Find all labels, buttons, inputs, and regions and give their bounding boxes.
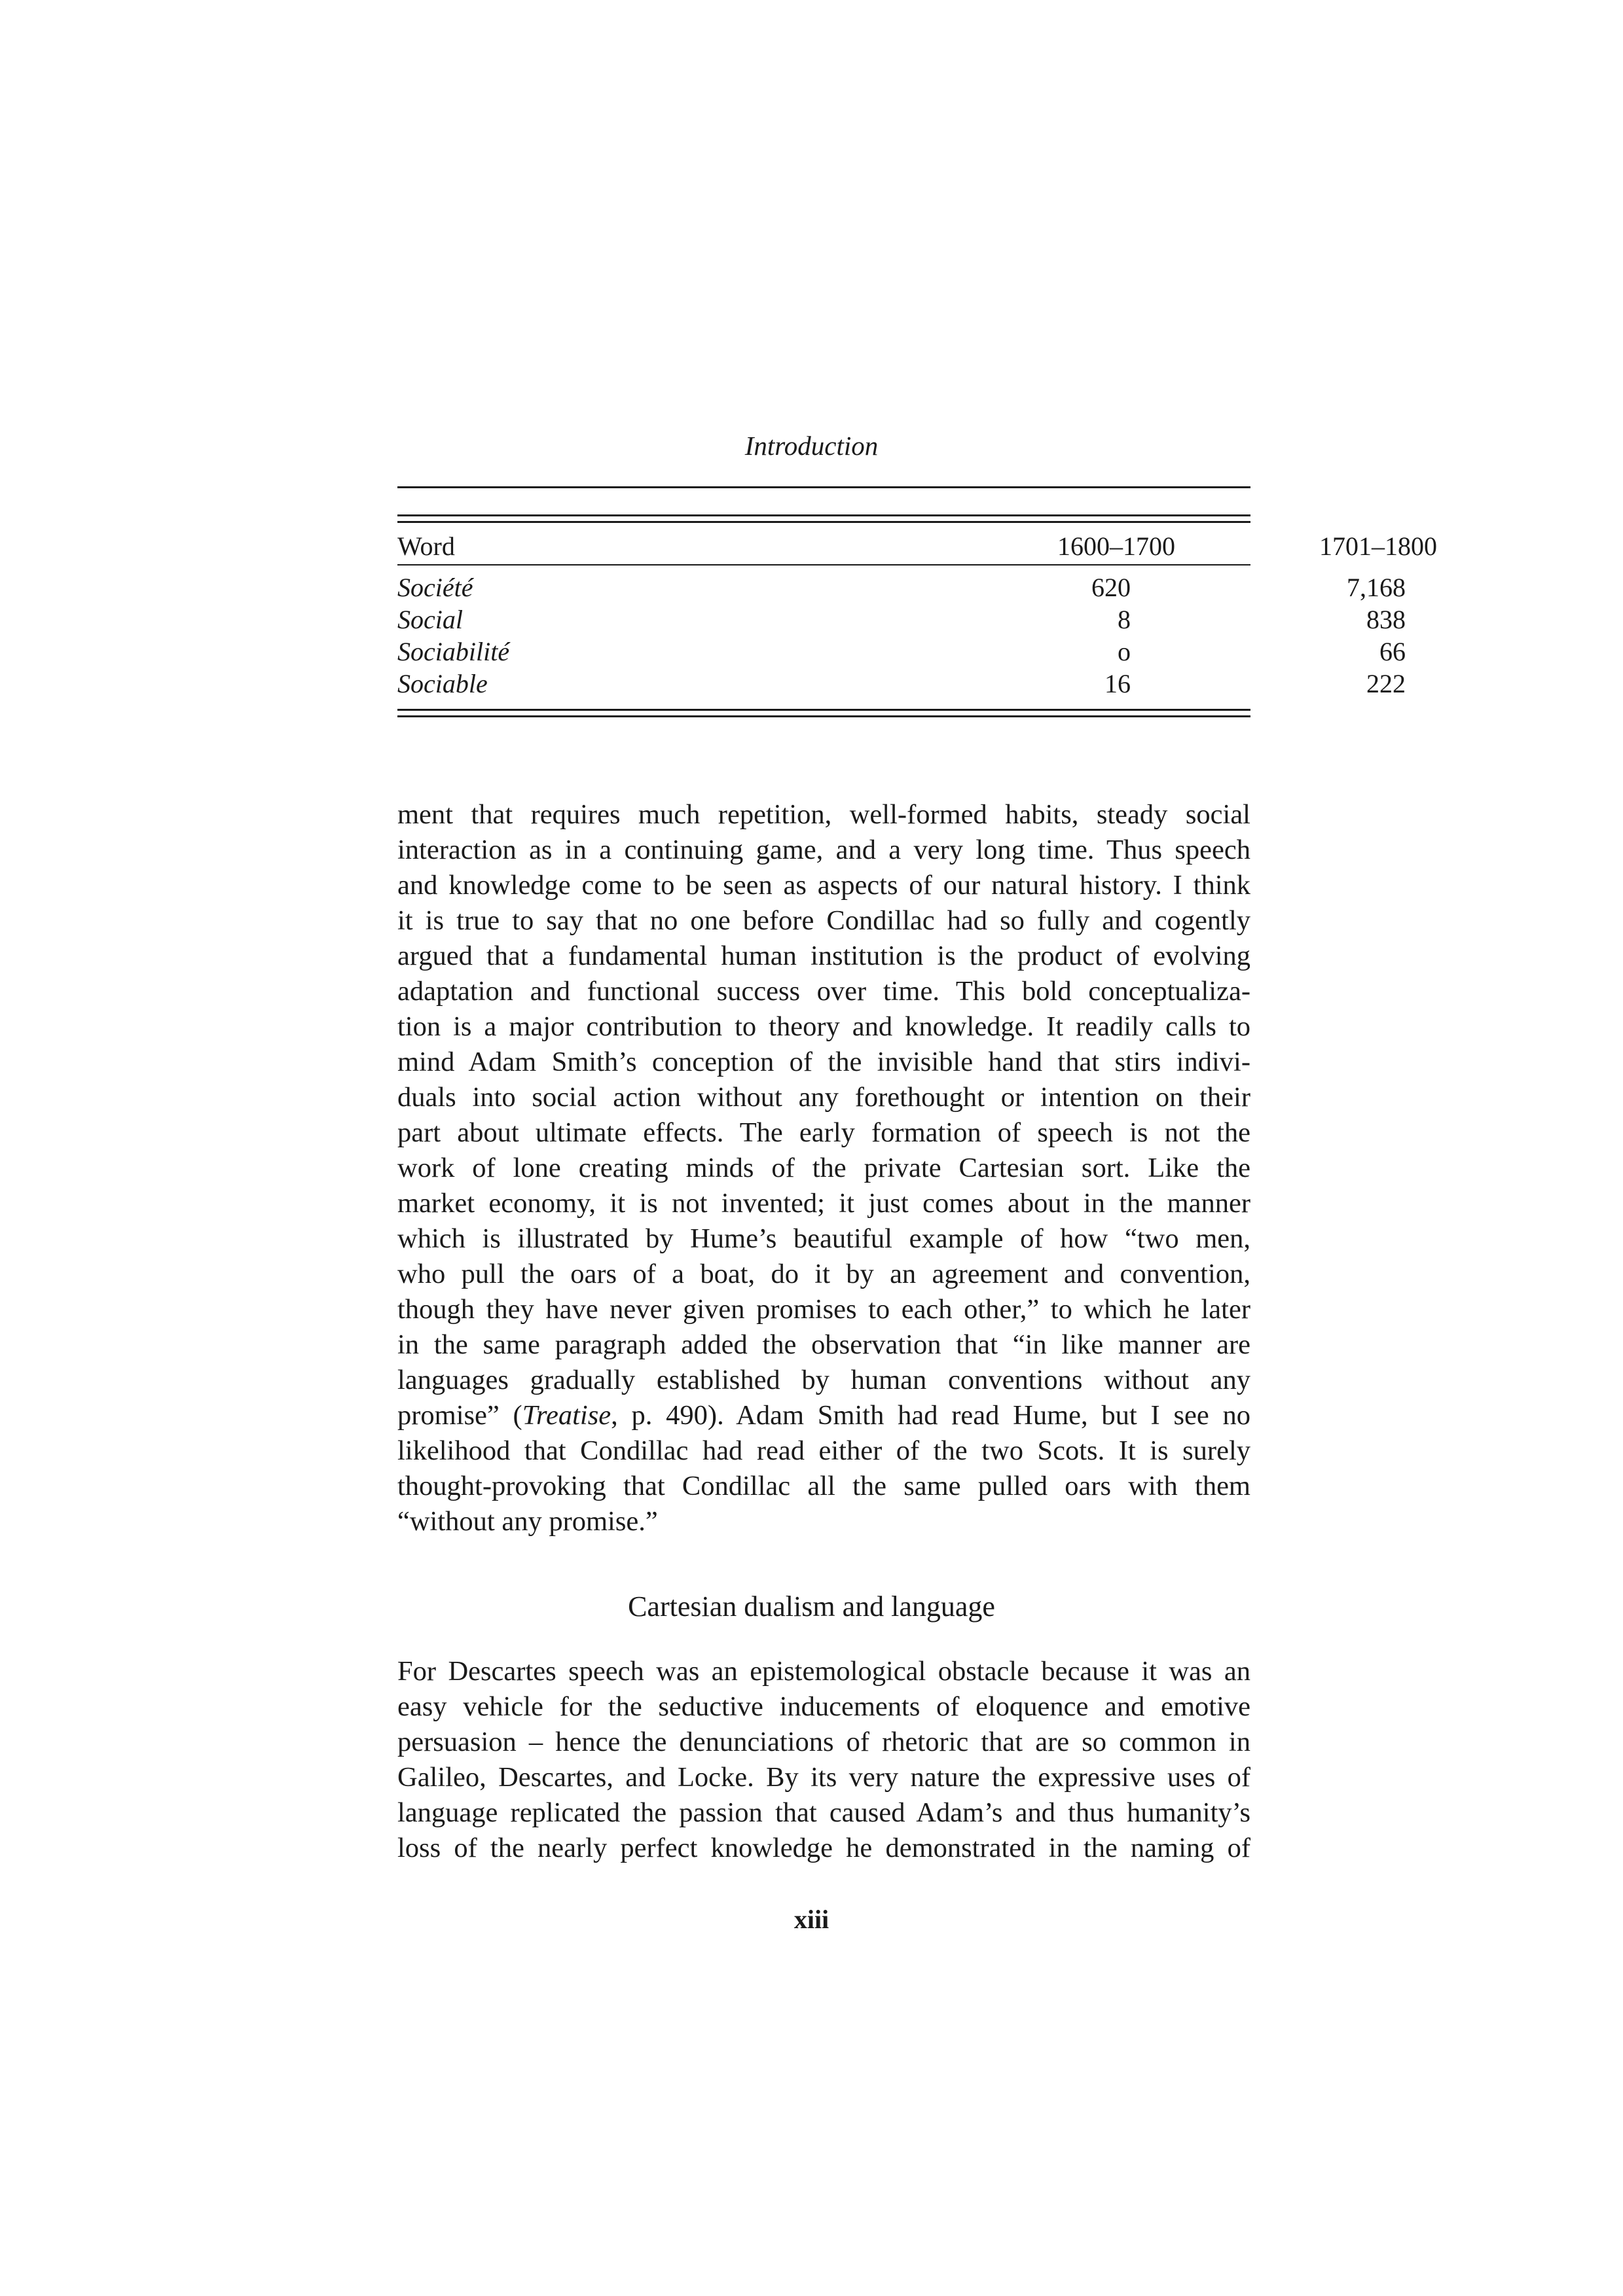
table-bottom-rule xyxy=(397,709,1250,711)
text-line: in the same paragraph added the observation that “in like manner are xyxy=(397,1329,1250,1360)
row-word: Société xyxy=(397,573,473,602)
row-word: Social xyxy=(397,605,463,634)
header-rule xyxy=(397,486,1250,488)
text-line: mind Adam Smith’s conception of the invisible hand that stirs indivi- xyxy=(397,1047,1250,1077)
row-value-1600-1700: 620 xyxy=(1091,573,1131,602)
text-line: work of lone creating minds of the private Cartesian sort. Like the xyxy=(397,1153,1250,1183)
citation-rest: , p. 490). xyxy=(611,1400,724,1431)
row-value-1701-1800: 66 xyxy=(1379,637,1406,666)
section-heading: Cartesian dualism and language xyxy=(628,1590,995,1623)
table-header-row xyxy=(397,530,1437,563)
citation-tail: Adam Smith had read Hume, but I see no xyxy=(736,1400,1250,1431)
text-line: Galileo, Descartes, and Locke. By its very nature the expressive uses of xyxy=(397,1762,1250,1793)
table-row xyxy=(397,636,1406,668)
table-row xyxy=(397,668,1406,700)
text-line: adaptation and functional success over time. This bold conceptualiza- xyxy=(397,976,1250,1007)
text-line: part about ultimate effects. The early formation of speech is not the xyxy=(397,1117,1250,1148)
row-value-1701-1800: 838 xyxy=(1366,605,1406,634)
row-value-1600-1700: 16 xyxy=(1104,669,1131,698)
running-head: Introduction xyxy=(744,431,879,461)
text-line: For Descartes speech was an epistemological obstacle because it was an xyxy=(397,1656,1250,1687)
text-line: ment that requires much repetition, well-formed habits, steady social xyxy=(397,799,1250,830)
text-line: though they have never given promises to each other,” to which he later xyxy=(397,1294,1250,1325)
text-line: tion is a major contribution to theory and knowledge. It readily calls to xyxy=(397,1011,1250,1042)
row-value-1600-1700: o xyxy=(1118,637,1131,666)
text-line: easy vehicle for the seductive inducements of eloquence and emotive xyxy=(397,1691,1250,1722)
text-line: interaction as in a continuing game, and a very long time. Thus speech xyxy=(397,834,1250,865)
text-line: loss of the nearly perfect knowledge he demonstrated in the naming of xyxy=(397,1833,1250,1863)
citation-open: promise” ( xyxy=(397,1400,522,1431)
table-top-rule-inner xyxy=(397,521,1250,523)
text-line-citation xyxy=(397,1398,1250,1433)
text-line: likelihood that Condillac had read either of the two Scots. It is surely xyxy=(397,1435,1250,1466)
row-value-1701-1800: 222 xyxy=(1366,669,1406,698)
table-row xyxy=(397,603,1406,636)
page-number: xiii xyxy=(793,1905,830,1934)
text-line: duals into social action without any forethought or intention on their xyxy=(397,1082,1250,1113)
text-line: who pull the oars of a boat, do it by an agreement and convention, xyxy=(397,1259,1250,1289)
row-value-1600-1700: 8 xyxy=(1118,605,1131,634)
row-word: Sociabilité xyxy=(397,637,510,666)
table-top-rule xyxy=(397,514,1250,516)
text-line: language replicated the passion that caused Adam’s and thus humanity’s xyxy=(397,1797,1250,1828)
text-line: argued that a fundamental human institution is the product of evolving xyxy=(397,941,1250,971)
table-row xyxy=(397,571,1406,603)
text-line: persuasion – hence the denunciations of rhetoric that are so common in xyxy=(397,1727,1250,1757)
text-line: languages gradually established by human conventions without any xyxy=(397,1365,1250,1395)
row-word: Sociable xyxy=(397,669,488,698)
text-line: it is true to say that no one before Condillac had so fully and cogently xyxy=(397,905,1250,936)
table-header-rule xyxy=(397,564,1250,565)
text-line: “without any promise.” xyxy=(397,1506,658,1537)
row-value-1701-1800: 7,168 xyxy=(1347,573,1406,602)
text-line: which is illustrated by Hume’s beautiful example of how “two men, xyxy=(397,1223,1250,1254)
text-line: market economy, it is not invented; it just comes about in the manner xyxy=(397,1188,1250,1219)
header-1701-1800: 1701–1800 xyxy=(1319,531,1437,561)
text-line: and knowledge come to be seen as aspects of our natural history. I think xyxy=(397,870,1250,901)
paragraph-1 xyxy=(397,797,1250,1539)
paragraph-2 xyxy=(397,1654,1250,1866)
text-line: thought-provoking that Condillac all the same pulled oars with them xyxy=(397,1471,1250,1501)
citation-title: Treatise xyxy=(522,1400,611,1431)
table-bottom-rule-inner xyxy=(397,715,1250,717)
header-1600-1700: 1600–1700 xyxy=(1057,531,1175,561)
header-word: Word xyxy=(397,531,455,561)
